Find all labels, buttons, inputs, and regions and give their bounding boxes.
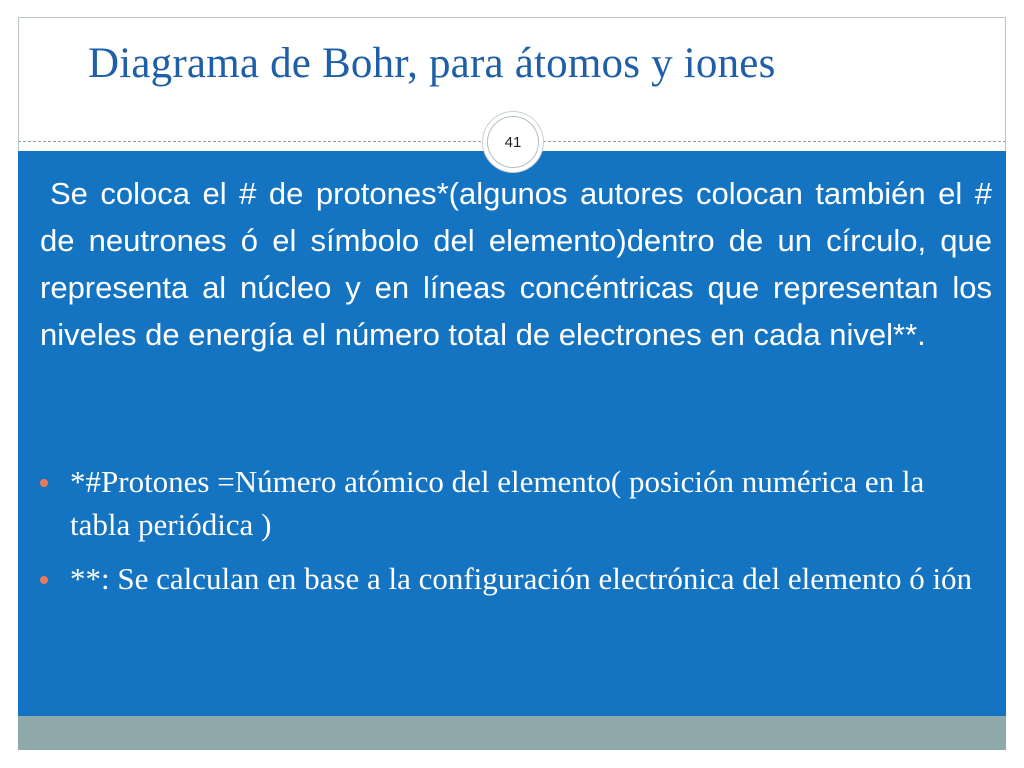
- bullet-list: [36, 460, 986, 611]
- bullet-text: *#Protones =Número atómico del elemento( posición numérica en la tabla periódica ): [70, 464, 925, 542]
- bullet-item-configuracion: [36, 557, 986, 600]
- slide-title: Diagrama de Bohr, para átomos y iones: [88, 40, 776, 87]
- footer-bar: [18, 716, 1006, 750]
- slide-number: 41: [504, 133, 522, 151]
- bullet-dot-icon: [40, 479, 48, 487]
- slide-number-badge: [487, 116, 539, 168]
- bullet-dot-icon: [40, 576, 48, 584]
- bullet-text: **: Se calculan en base a la configuración electrónica del elemento ó ión: [70, 561, 973, 596]
- bullet-item-protones: [36, 460, 986, 546]
- body-paragraph: Se coloca el # de protones*(algunos autores colocan también el # de neutrones ó el símbolo del elemento)dentro de un círculo, que representa al núcleo y en líneas concéntricas que representan los niveles de energía el número total de electrones en cada nivel**.: [40, 176, 992, 352]
